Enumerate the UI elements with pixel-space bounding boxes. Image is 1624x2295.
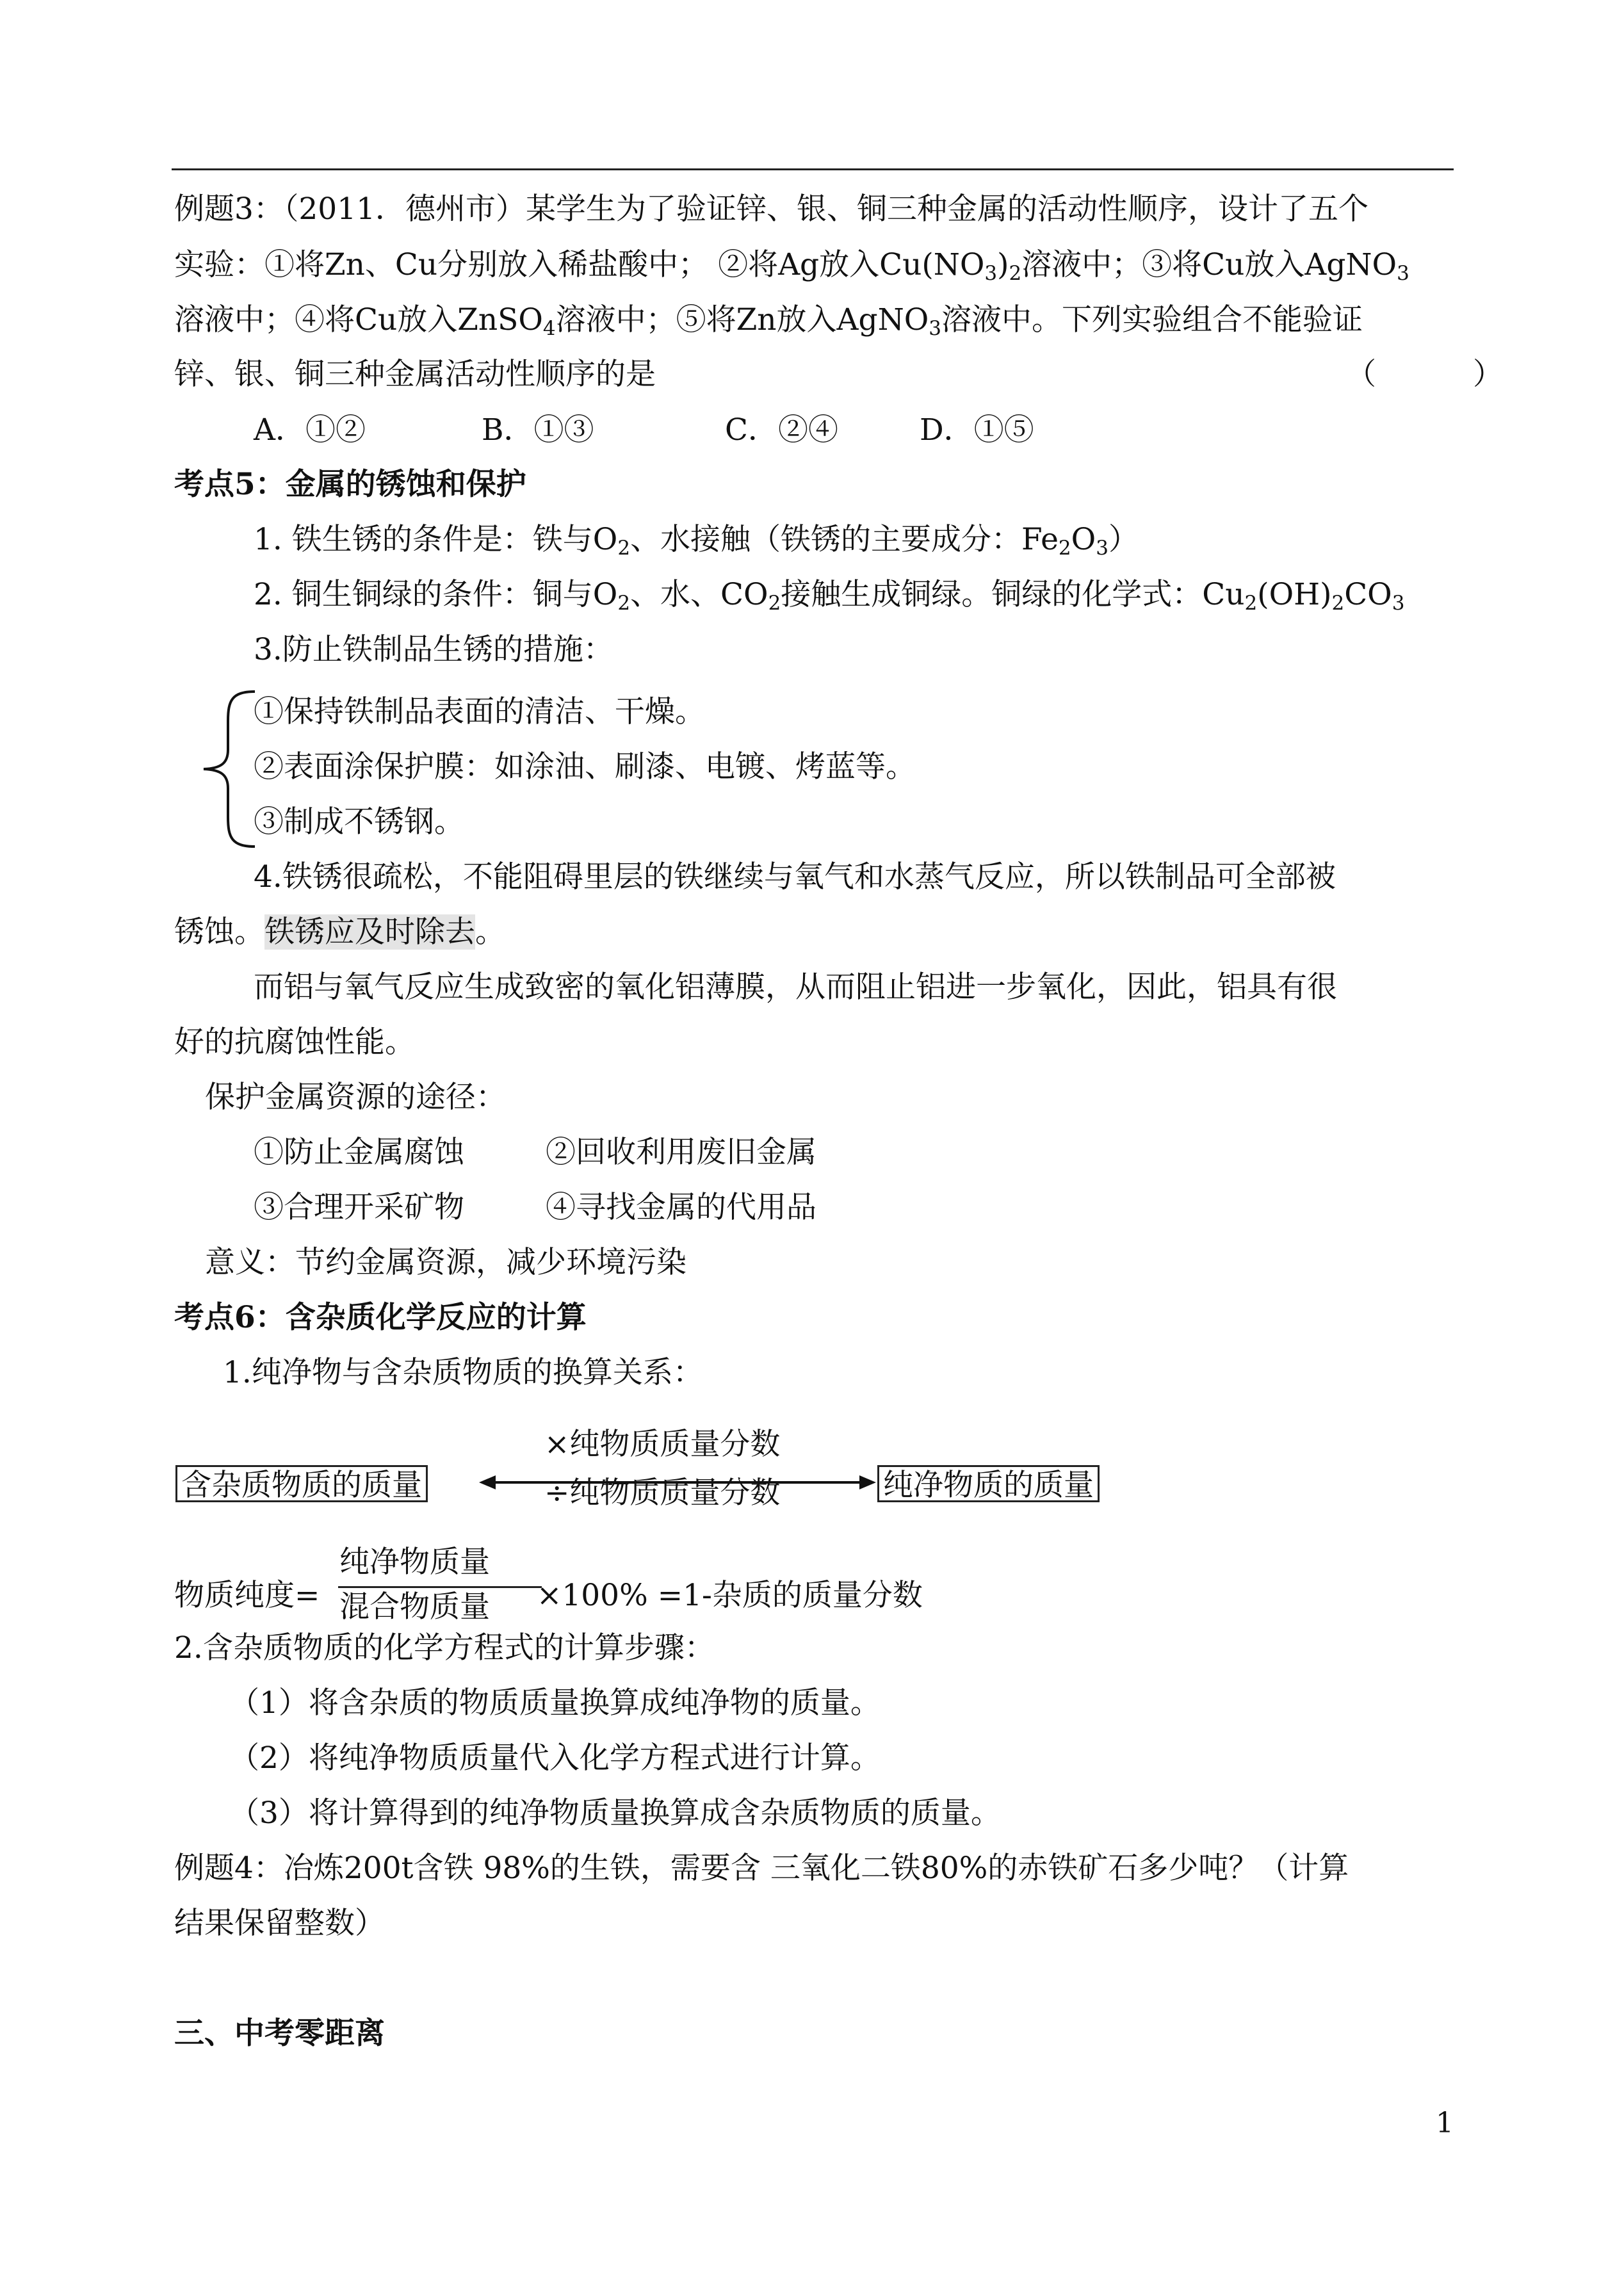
protect-way-2: ②回收利用废旧金属 xyxy=(546,1135,816,1170)
section5-heading: 考点5：金属的锈蚀和保护 xyxy=(174,467,526,502)
header-rule xyxy=(172,168,1454,170)
example3-line1: 例题3：（2011．德州市）某学生为了验证锌、银、铜三种金属的活动性顺序，设计了五个 xyxy=(174,191,1369,227)
highlighted-text: 铁锈应及时除去 xyxy=(264,914,475,950)
example3-line2: 实验：①将Zn、Cu分别放入稀盐酸中； ②将Ag放入$Cu(NO_3)_2$溶液中；③将Cu放入AgNO$_3$ xyxy=(174,247,1409,285)
conversion-title: 1.纯净物与含杂质物质的换算关系： xyxy=(223,1355,703,1390)
rust-condition: 1. 铁生锈的条件是：铁与$O_2$、水接触（铁锈的主要成分：$Fe_2O_3$） xyxy=(254,522,1139,560)
option-d: D．①⑤ xyxy=(920,412,1034,448)
impure-mass-box: 含杂质物质的质量 xyxy=(175,1465,428,1502)
arrow-label-top: ×纯物质质量分数 xyxy=(544,1427,781,1462)
section6-heading: 考点6：含杂质化学反应的计算 xyxy=(174,1300,587,1335)
section3-heading: 三、中考零距离 xyxy=(174,2016,385,2051)
option-a: A．①② xyxy=(254,412,366,448)
aluminium-line2: 好的抗腐蚀性能。 xyxy=(174,1025,415,1060)
calc-step-1: （1）将含杂质的物质质量换算成纯净物的质量。 xyxy=(229,1685,881,1721)
fraction-numerator: 纯净物质量 xyxy=(339,1545,490,1580)
purity-formula-rest: ×100% =1-杂质的质量分数 xyxy=(537,1578,923,1613)
answer-bracket-open: （ xyxy=(1346,357,1376,392)
aluminium-line1: 而铝与氧气反应生成致密的氧化铝薄膜，从而阻止铝进一步氧化，因此，铝具有很 xyxy=(254,969,1337,1005)
purity-label: 物质纯度= xyxy=(174,1578,320,1613)
protect-meaning: 意义：节约金属资源，减少环境污染 xyxy=(205,1245,686,1280)
rust-prevention-title: 3.防止铁制品生锈的措施： xyxy=(254,632,613,667)
measure-2: ②表面涂保护膜：如涂油、刷漆、电镀、烤蓝等。 xyxy=(254,749,916,784)
verdigris-condition: 2. 铜生铜绿的条件：铜与$O_2$、水、$CO_2$接触生成铜绿。铜绿的化学式：$Cu_2(OH)_2CO_3$ xyxy=(254,577,1405,615)
example3-line4: 锌、银、铜三种金属活动性顺序的是 xyxy=(174,357,656,392)
protect-way-3: ③合理开采矿物 xyxy=(254,1190,464,1225)
calc-step-3: （3）将计算得到的纯净物质量换算成含杂质物质的质量。 xyxy=(229,1796,1001,1831)
example4-line1: 例题4：冶炼200t含铁 98%的生铁，需要含 三氧化二铁80%的赤铁矿石多少吨？（计算 xyxy=(174,1851,1349,1886)
rust-loose-line2: 锈蚀。铁锈应及时除去。 xyxy=(174,914,505,950)
measure-1: ①保持铁制品表面的清洁、干燥。 xyxy=(254,694,705,729)
page-number: 1 xyxy=(1436,2107,1454,2139)
calc-steps-title: 2.含杂质物质的化学方程式的计算步骤： xyxy=(174,1630,715,1666)
rust-loose-line1: 4.铁锈很疏松，不能阻碍里层的铁继续与氧气和水蒸气反应，所以铁制品可全部被 xyxy=(254,859,1336,895)
pure-mass-box: 纯净物质的质量 xyxy=(877,1465,1100,1502)
protect-way-4: ④寻找金属的代用品 xyxy=(546,1190,816,1225)
calc-step-2: （2）将纯净物质质量代入化学方程式进行计算。 xyxy=(229,1740,881,1776)
arrow-label-bottom: ÷纯物质质量分数 xyxy=(544,1475,781,1511)
protect-way-1: ①防止金属腐蚀 xyxy=(254,1135,464,1170)
option-c: C．②④ xyxy=(725,412,838,448)
fraction-denominator: 混合物质量 xyxy=(339,1589,490,1625)
measure-3: ③制成不锈钢。 xyxy=(254,804,464,839)
curly-brace-icon xyxy=(200,689,257,849)
answer-bracket-close: ） xyxy=(1473,357,1503,392)
option-b: B．①③ xyxy=(482,412,594,448)
example3-line3: 溶液中；④将Cu放入ZnSO$_4$溶液中；⑤将Zn放入AgNO$_3$溶液中。下列实验组合不能验证 xyxy=(174,302,1363,340)
protect-title: 保护金属资源的途径： xyxy=(205,1080,506,1115)
example4-line2: 结果保留整数） xyxy=(174,1906,385,1941)
